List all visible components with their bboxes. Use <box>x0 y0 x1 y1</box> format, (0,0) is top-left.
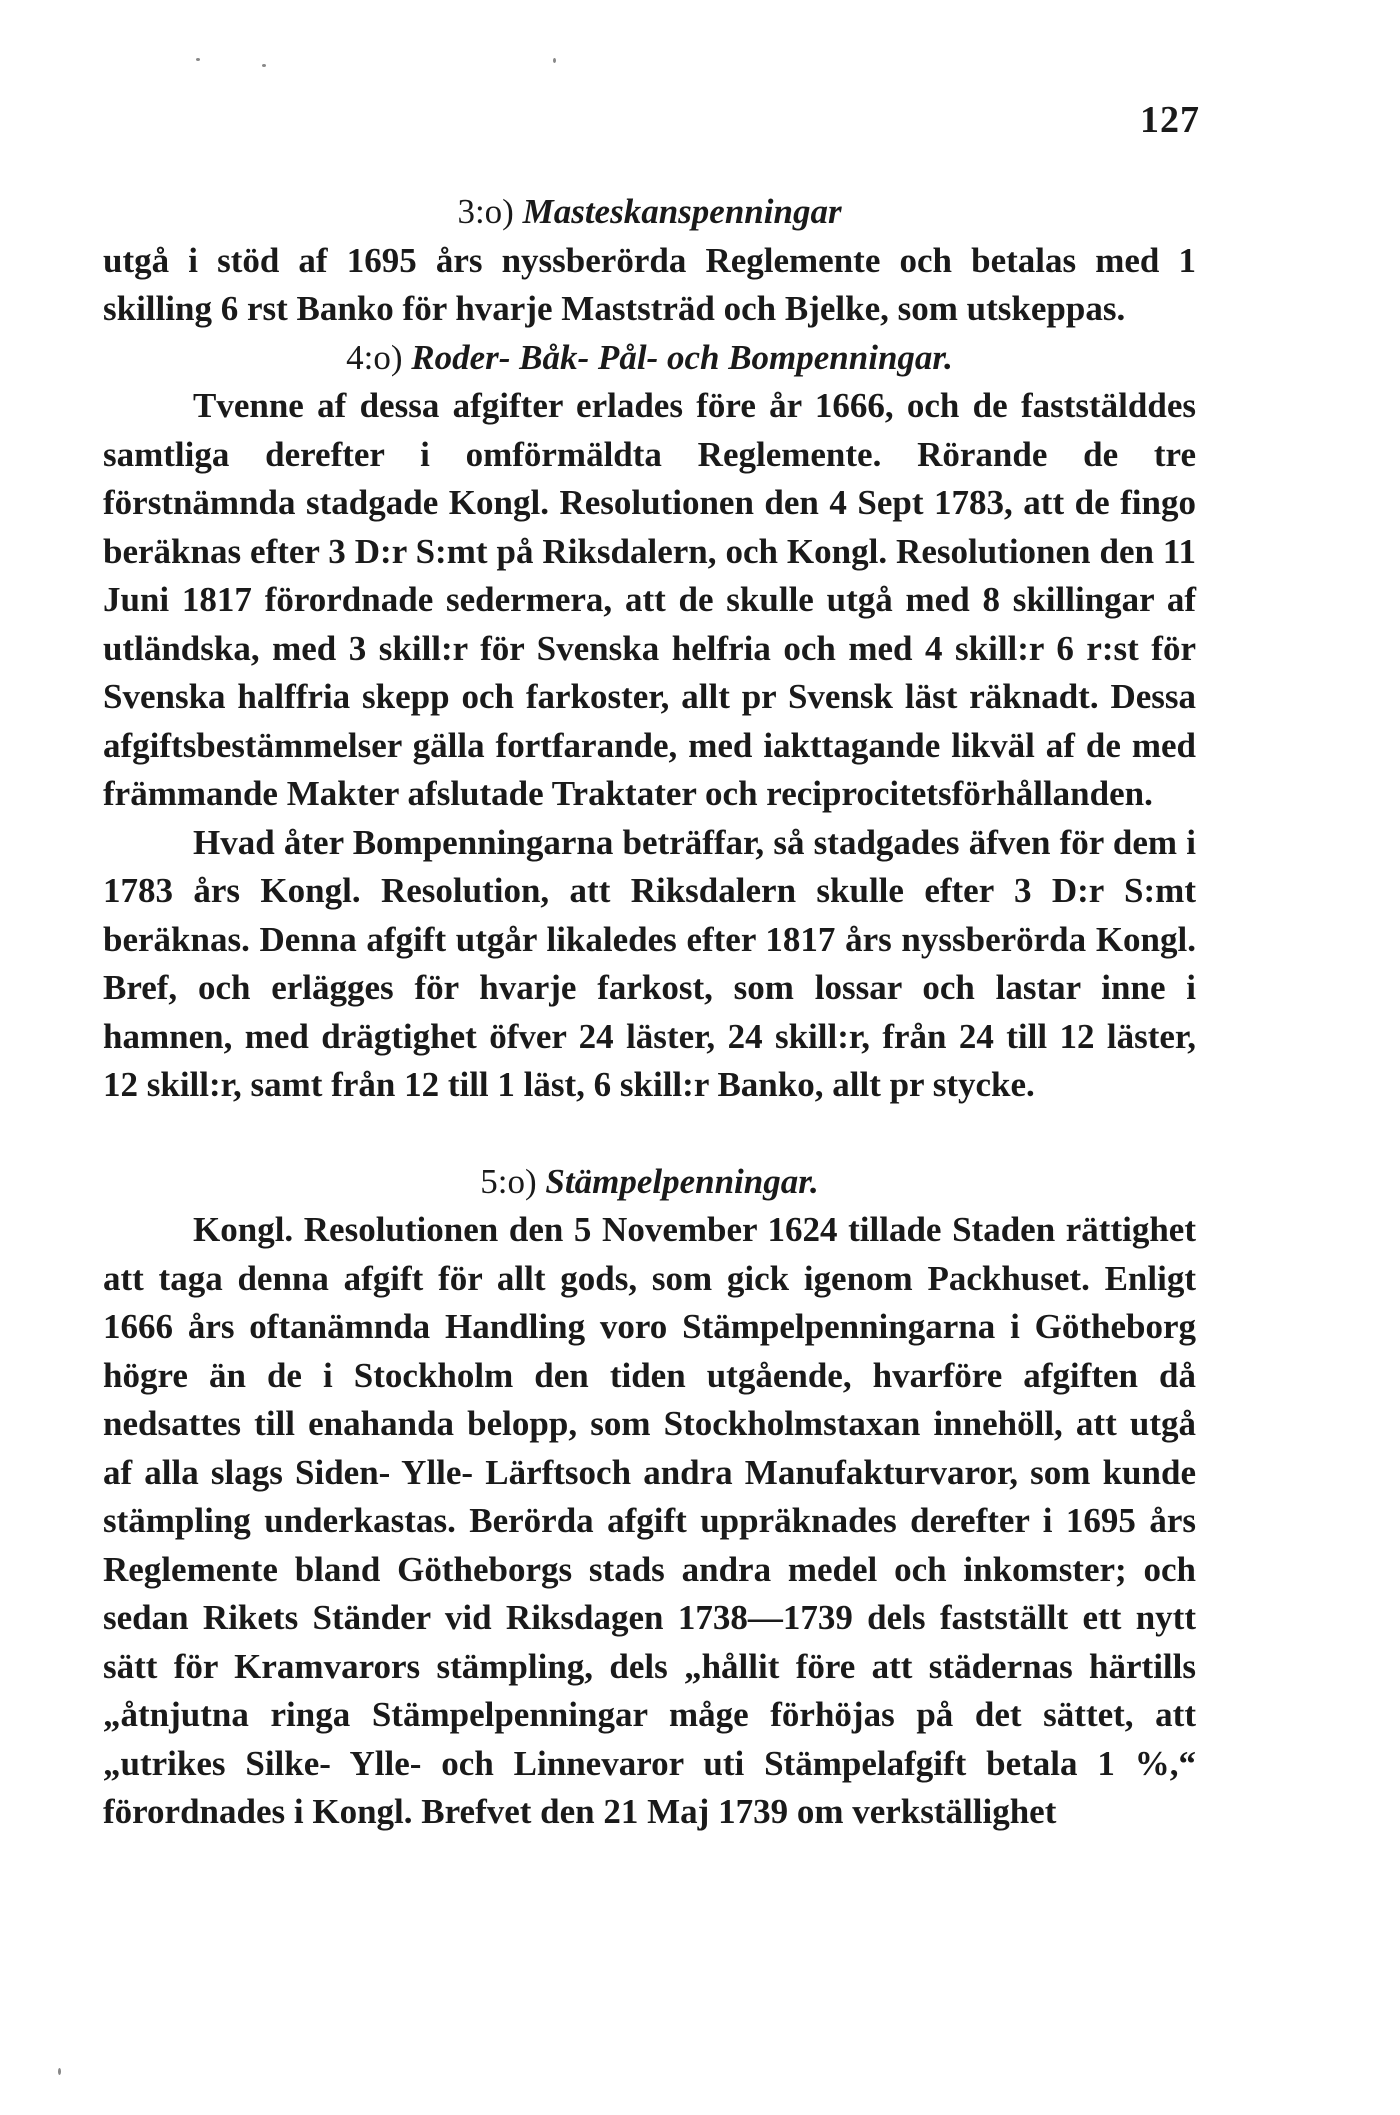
section-number: 3:o) <box>457 192 514 231</box>
section-heading <box>103 188 1196 237</box>
section-title: Masteskanspenningar <box>522 192 842 231</box>
section-spacer <box>103 1110 1196 1158</box>
scan-speck <box>58 2068 61 2075</box>
scan-speck <box>553 58 556 63</box>
page-body <box>103 188 1196 1837</box>
paragraph: Kongl. Resolutionen den 5 November 1624 tillade Staden rättighet att taga denna afgift för allt gods, som gick igenom Packhuset. Enligt 1666 års oftanämnda Handling voro Stämpelpenningarna i Götheborg högre än de i Stockholm den tiden utgående, hvarföre afgiften då nedsattes till enahanda belopp, som Stockholmstaxan innehöll, att utgå af alla slags Siden- Ylle- Lärftsoch andra Manufakturvaror, som kunde stämpling underkastas. Berörda afgift uppräknades derefter i 1695 års Reglemente bland Götheborgs stads andra medel och inkomster; och sedan Rikets Ständer vid Riksdagen 1738—1739 dels fastställt ett nytt sätt för Kramvarors stämpling, dels „hållit före att städernas härtills „åtnjutna ringa Stämpelpenningar måge förhöjas på det sättet, att „utrikes Silke- Ylle- och Linnevaror uti Stämpelafgift betala 1 %,“ förordnades i Kongl. Brefvet den 21 Maj 1739 om verkställighet <box>103 1210 1196 1831</box>
paragraph: Hvad åter Bompenningarna beträffar, så stadgades äfven för dem i 1783 års Kongl. Resolution, att Riksdalern skulle efter 3 D:r S:mt beräknas. Denna afgift utgår likaledes efter 1817 års nyssberörda Kongl. Bref, och erlägges för hvarje farkost, som lossar och lastar inne i hamnen, med drägtighet öfver 24 läster, 24 skill:r, från 24 till 12 läster, 12 skill:r, samt från 12 till 1 läst, 6 skill:r Banko, allt pr stycke. <box>103 822 1196 1104</box>
paragraph: utgå i stöd af 1695 års nyssberörda Reglemente och betalas med 1 skilling 6 rst Banko för hvarje Maststräd och Bjelke, som utskeppas. <box>103 240 1196 328</box>
page-number: 127 <box>1140 99 1200 141</box>
section-title: Roder- Båk- Pål- och Bompenningar. <box>411 337 953 377</box>
section-heading <box>103 1158 1196 1207</box>
scan-speck <box>196 58 200 61</box>
section-heading <box>103 334 1196 383</box>
section-title: Stämpelpenningar. <box>545 1161 819 1201</box>
section-number: 5:o) <box>480 1161 537 1201</box>
scan-speck <box>262 64 266 67</box>
paragraph: Tvenne af dessa afgifter erlades före år 1666, och de faststälddes samtliga derefter i omförmäldta Reglemente. Rörande de tre förstnämnda stadgade Kongl. Resolutionen den 4 Sept 1783, att de fingo beräknas efter 3 D:r S:mt på Riksdalern, och Kongl. Resolutionen den 11 Juni 1817 förordnade sedermera, att de skulle utgå med 8 skillingar af utländska, med 3 skill:r för Svenska helfria och med 4 skill:r 6 r:st för Svenska halffria skepp och farkoster, allt pr Svensk läst räknadt. Dessa afgiftsbestämmelser gälla fortfarande, med iakttagande likväl af de med främmande Makter afslutade Traktater och reciprocitetsförhållanden. <box>103 386 1196 813</box>
section-number: 4:o) <box>346 337 403 377</box>
